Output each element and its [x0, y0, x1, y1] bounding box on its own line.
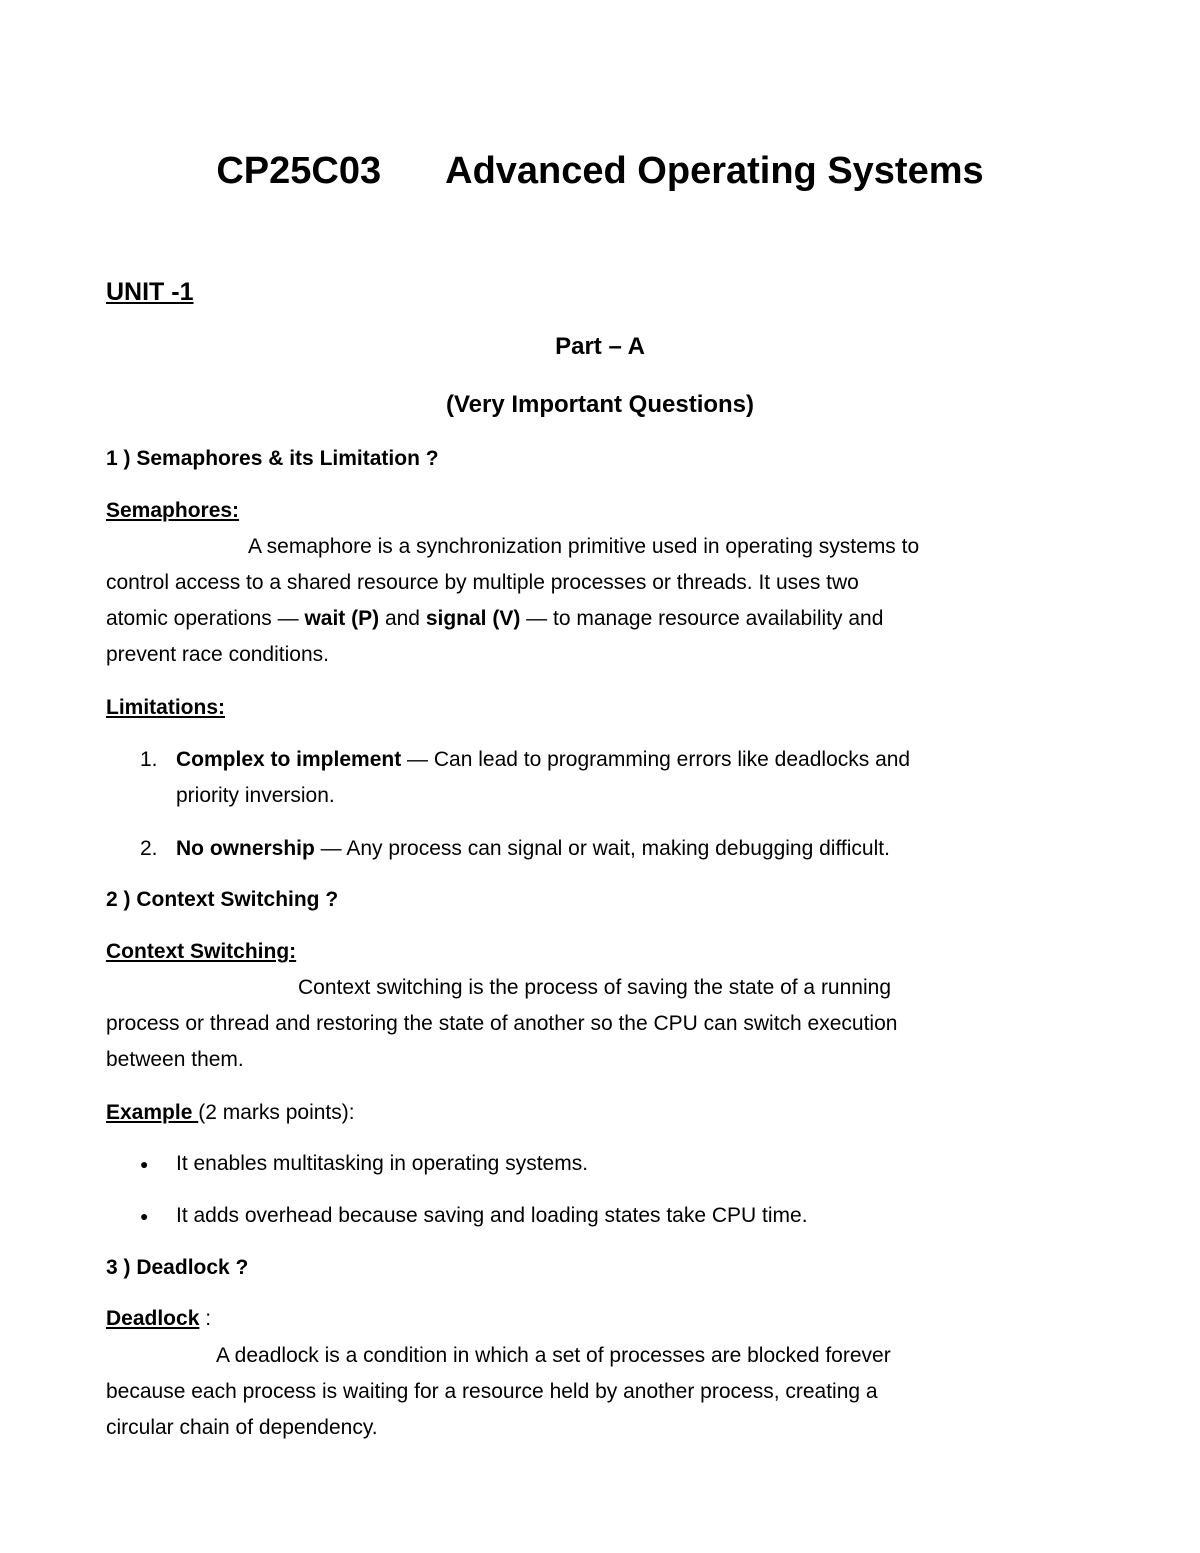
list-text: — Can lead to programming errors like deadlocks and: [401, 748, 911, 771]
definition-line: Context switching is the process of saving the state of a running: [298, 976, 891, 999]
text-span: atomic operations —: [106, 607, 305, 630]
example-label: Example: [106, 1101, 199, 1124]
bullet-text: It enables multitasking in operating systems.: [176, 1152, 589, 1175]
list-item: [140, 742, 1060, 814]
bullet-icon: ●: [140, 1208, 149, 1225]
example-heading: [106, 1101, 355, 1125]
semaphores-definition: [106, 529, 1066, 673]
definition-line: because each process is waiting for a resource held by another process, creating a: [106, 1380, 878, 1403]
definition-line: A semaphore is a synchronization primitive used in operating systems to: [248, 535, 920, 558]
text-span: and: [379, 607, 426, 630]
question-1-heading: 1 ) Semaphores & its Limitation ?: [106, 447, 439, 470]
list-number: 1.: [140, 748, 158, 771]
bullet-icon: ●: [140, 1156, 149, 1173]
list-term: No ownership: [176, 837, 315, 860]
context-switching-definition: [106, 970, 1066, 1078]
question-2-heading: 2 ) Context Switching ?: [106, 888, 339, 911]
example-suffix: (2 marks points):: [198, 1101, 355, 1124]
deadlock-definition: [106, 1338, 1066, 1446]
unit-heading: UNIT -1: [106, 278, 194, 306]
definition-line: control access to a shared resource by multiple processes or threads. It uses two: [106, 571, 859, 594]
part-heading: Part – A: [555, 333, 645, 360]
wait-term: wait (P): [304, 607, 380, 630]
definition-line: [106, 601, 1066, 637]
bullet-item: [140, 1146, 588, 1182]
text-span: — to manage resource availability and: [520, 607, 884, 630]
course-name: Advanced Operating Systems: [445, 150, 984, 192]
deadlock-label-suffix: :: [199, 1307, 212, 1330]
context-switching-label: Context Switching:: [106, 940, 297, 963]
definition-line: circular chain of dependency.: [106, 1416, 378, 1439]
question-3-heading: 3 ) Deadlock ?: [106, 1256, 249, 1279]
course-code: CP25C03: [216, 150, 382, 192]
definition-line: prevent race conditions.: [106, 643, 329, 666]
subtitle-heading: (Very Important Questions): [445, 391, 755, 418]
deadlock-label-line: [106, 1307, 211, 1331]
signal-term: signal (V): [425, 607, 521, 630]
list-item: [140, 831, 1060, 867]
list-continuation: priority inversion.: [176, 784, 335, 807]
semaphores-label: Semaphores:: [106, 499, 240, 522]
list-term: Complex to implement: [176, 748, 402, 771]
definition-line: process or thread and restoring the state of another so the CPU can switch execution: [106, 1012, 898, 1035]
bullet-text: It adds overhead because saving and loading states take CPU time.: [176, 1204, 808, 1227]
list-number: 2.: [140, 837, 158, 860]
definition-line: A deadlock is a condition in which a set of processes are blocked forever: [216, 1344, 891, 1367]
bullet-item: [140, 1198, 808, 1234]
list-text: — Any process can signal or wait, making debugging difficult.: [314, 837, 890, 860]
page-title: [0, 150, 1200, 193]
deadlock-label: Deadlock: [106, 1307, 200, 1330]
definition-line: between them.: [106, 1048, 244, 1071]
limitations-label: Limitations:: [106, 696, 225, 719]
